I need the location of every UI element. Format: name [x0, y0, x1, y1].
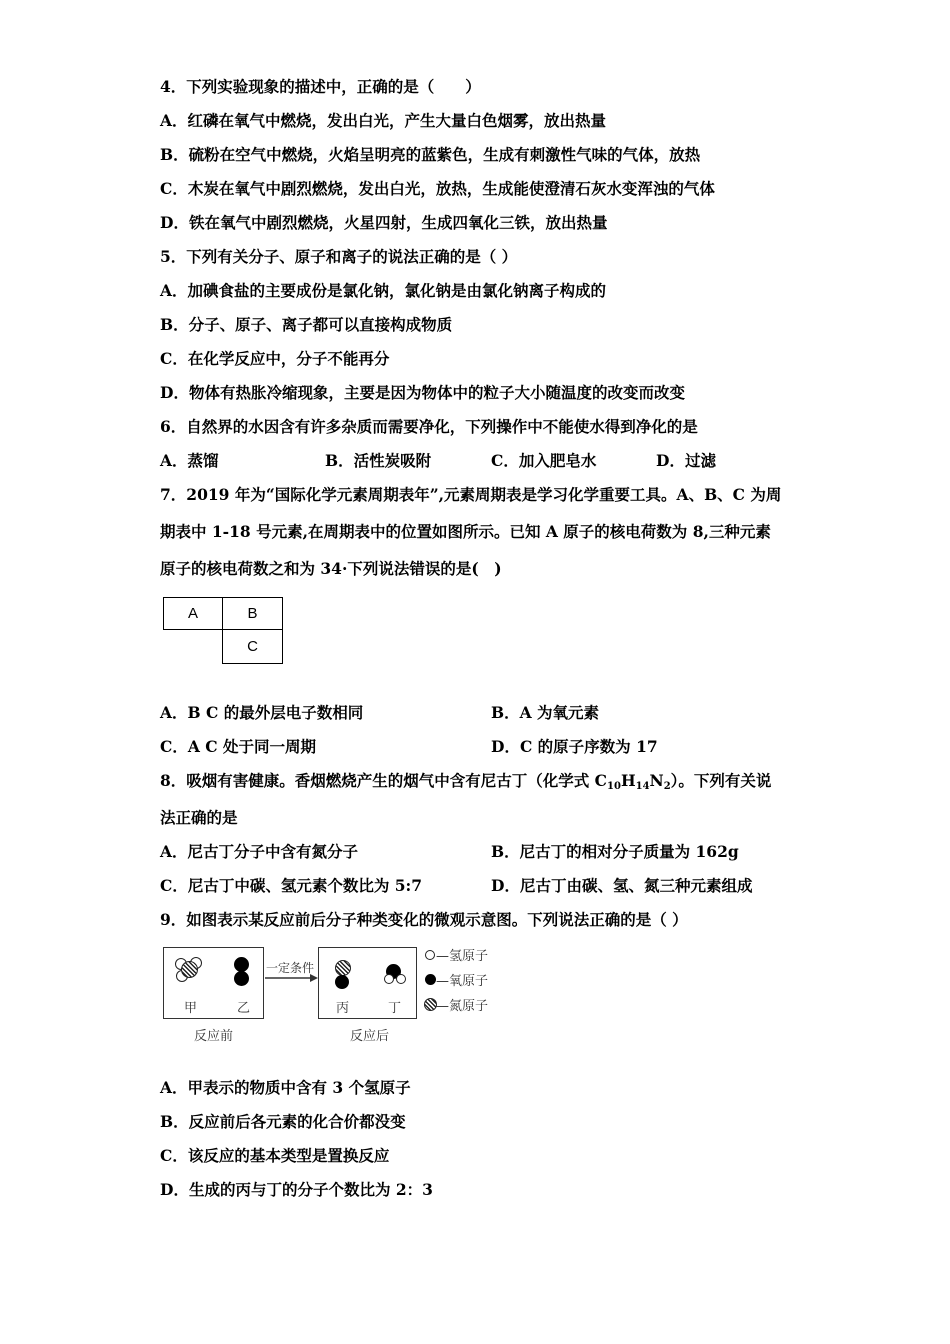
- q4-option-d: D．铁在氧气中剧烈燃烧，火星四射，生成四氧化三铁，放出热量: [160, 213, 608, 232]
- label-bing: 丙: [336, 1001, 350, 1016]
- element-cell-c: C: [222, 629, 283, 664]
- q7-option-c: C．A C 处于同一周期: [160, 737, 316, 756]
- q8-option-b: B．尼古丁的相对分子质量为 162g: [491, 842, 739, 861]
- q9-stem: 9．如图表示某反应前后分子种类变化的微观示意图。下列说法正确的是（ ）: [160, 910, 688, 929]
- q8-stem-line1: [160, 771, 771, 791]
- caption-after: 反应后: [350, 1029, 390, 1044]
- element-cell-a: A: [163, 597, 223, 630]
- q4-stem: 4．下列实验现象的描述中，正确的是（ ）: [160, 77, 481, 96]
- q5-option-d: D．物体有热胀冷缩现象，主要是因为物体中的粒子大小随温度的改变而改变: [160, 383, 685, 402]
- q7-stem-line1: 7．2019 年为“国际化学元素周期表年”,元素周期表是学习化学重要工具。A、B、C 为周: [160, 485, 782, 504]
- q4-option-a: A．红磷在氧气中燃烧，发出白光，产生大量白色烟雾，放出热量: [160, 111, 607, 130]
- q6-option-b: B．活性炭吸附: [325, 451, 432, 470]
- legend-hydrogen-text: 氢原子: [449, 949, 489, 964]
- q6-option-d: D．过滤: [656, 451, 716, 470]
- q7-option-a: A．B C 的最外层电子数相同: [160, 703, 364, 722]
- oxygen-atom: [335, 975, 349, 989]
- q8-stem-text: 8．吸烟有害健康。香烟燃烧产生的烟气中含有尼古丁（化学式 C: [160, 771, 608, 790]
- hydrogen-atom: [384, 974, 394, 984]
- legend-oxygen-icon: [425, 974, 436, 985]
- legend-hydrogen-icon: [425, 950, 435, 960]
- q6-option-c: C．加入肥皂水: [491, 451, 597, 470]
- element-cell-b: B: [222, 597, 283, 630]
- oxygen-atom: [234, 971, 249, 986]
- q5-option-b: B．分子、原子、离子都可以直接构成物质: [160, 315, 453, 334]
- formula-subscript-c: 10: [607, 781, 621, 792]
- hydrogen-atom: [396, 974, 406, 984]
- q7-option-b: B．A 为氧元素: [491, 703, 600, 722]
- q7-option-d: D．C 的原子序数为 17: [491, 737, 658, 756]
- legend-nitrogen-label: —氮原子: [436, 999, 489, 1014]
- legend-oxygen-label: —氧原子: [436, 974, 489, 989]
- q8-option-d: D．尼古丁由碳、氢、氮三种元素组成: [491, 876, 753, 895]
- label-ding: 丁: [388, 1001, 402, 1016]
- q6-option-a: A．蒸馏: [160, 451, 219, 470]
- legend-nitrogen-text: 氮原子: [449, 999, 489, 1014]
- label-yi: 乙: [237, 1001, 251, 1016]
- nitrogen-atom: [335, 960, 351, 976]
- q9-option-a: A．甲表示的物质中含有 3 个氢原子: [160, 1078, 411, 1097]
- label-jia: 甲: [184, 1001, 198, 1016]
- q5-stem: 5．下列有关分子、原子和离子的说法正确的是（ ）: [160, 247, 518, 266]
- q8-option-c: C．尼古丁中碳、氢元素个数比为 5:7: [160, 876, 423, 895]
- reaction-arrow-icon: [264, 973, 320, 983]
- q7-stem-line2: 期表中 1-18 号元素,在周期表中的位置如图所示。已知 A 原子的核电荷数为 8,三种元素: [160, 522, 771, 541]
- q9-option-d: D．生成的丙与丁的分子个数比为 2：3: [160, 1180, 433, 1199]
- formula-h: H: [620, 771, 636, 790]
- formula-subscript-n: 2: [663, 781, 671, 792]
- q4-option-c: C．木炭在氧气中剧烈燃烧，发出白光，放热，生成能使澄清石灰水变浑浊的气体: [160, 179, 715, 198]
- q9-option-b: B．反应前后各元素的化合价都没变: [160, 1112, 406, 1131]
- legend-oxygen-text: 氧原子: [449, 974, 489, 989]
- reaction-condition: 一定条件: [266, 961, 315, 975]
- q5-option-a: A．加碘食盐的主要成份是氯化钠，氯化钠是由氯化钠离子构成的: [160, 281, 607, 300]
- legend-hydrogen-label: —氢原子: [436, 949, 489, 964]
- caption-before: 反应前: [194, 1029, 234, 1044]
- q8-option-a: A．尼古丁分子中含有氮分子: [160, 842, 359, 861]
- nitrogen-atom: [181, 961, 198, 978]
- q6-stem: 6．自然界的水因含有许多杂质而需要净化，下列操作中不能使水得到净化的是: [160, 417, 698, 436]
- q7-stem-line3: 原子的核电荷数之和为 34·下列说法错误的是( ): [160, 559, 502, 578]
- q8-stem-tail: ）。下列有关说: [670, 771, 772, 790]
- q9-option-c: C．该反应的基本类型是置换反应: [160, 1146, 390, 1165]
- q4-option-b: B．硫粉在空气中燃烧，火焰呈明亮的蓝紫色，生成有刺激性气味的气体，放热: [160, 145, 701, 164]
- q8-stem-line2: 法正确的是: [160, 808, 238, 827]
- formula-subscript-h: 14: [635, 781, 650, 792]
- q5-option-c: C．在化学反应中，分子不能再分: [160, 349, 390, 368]
- formula-n: N: [649, 771, 664, 790]
- oxygen-atom: [234, 957, 249, 972]
